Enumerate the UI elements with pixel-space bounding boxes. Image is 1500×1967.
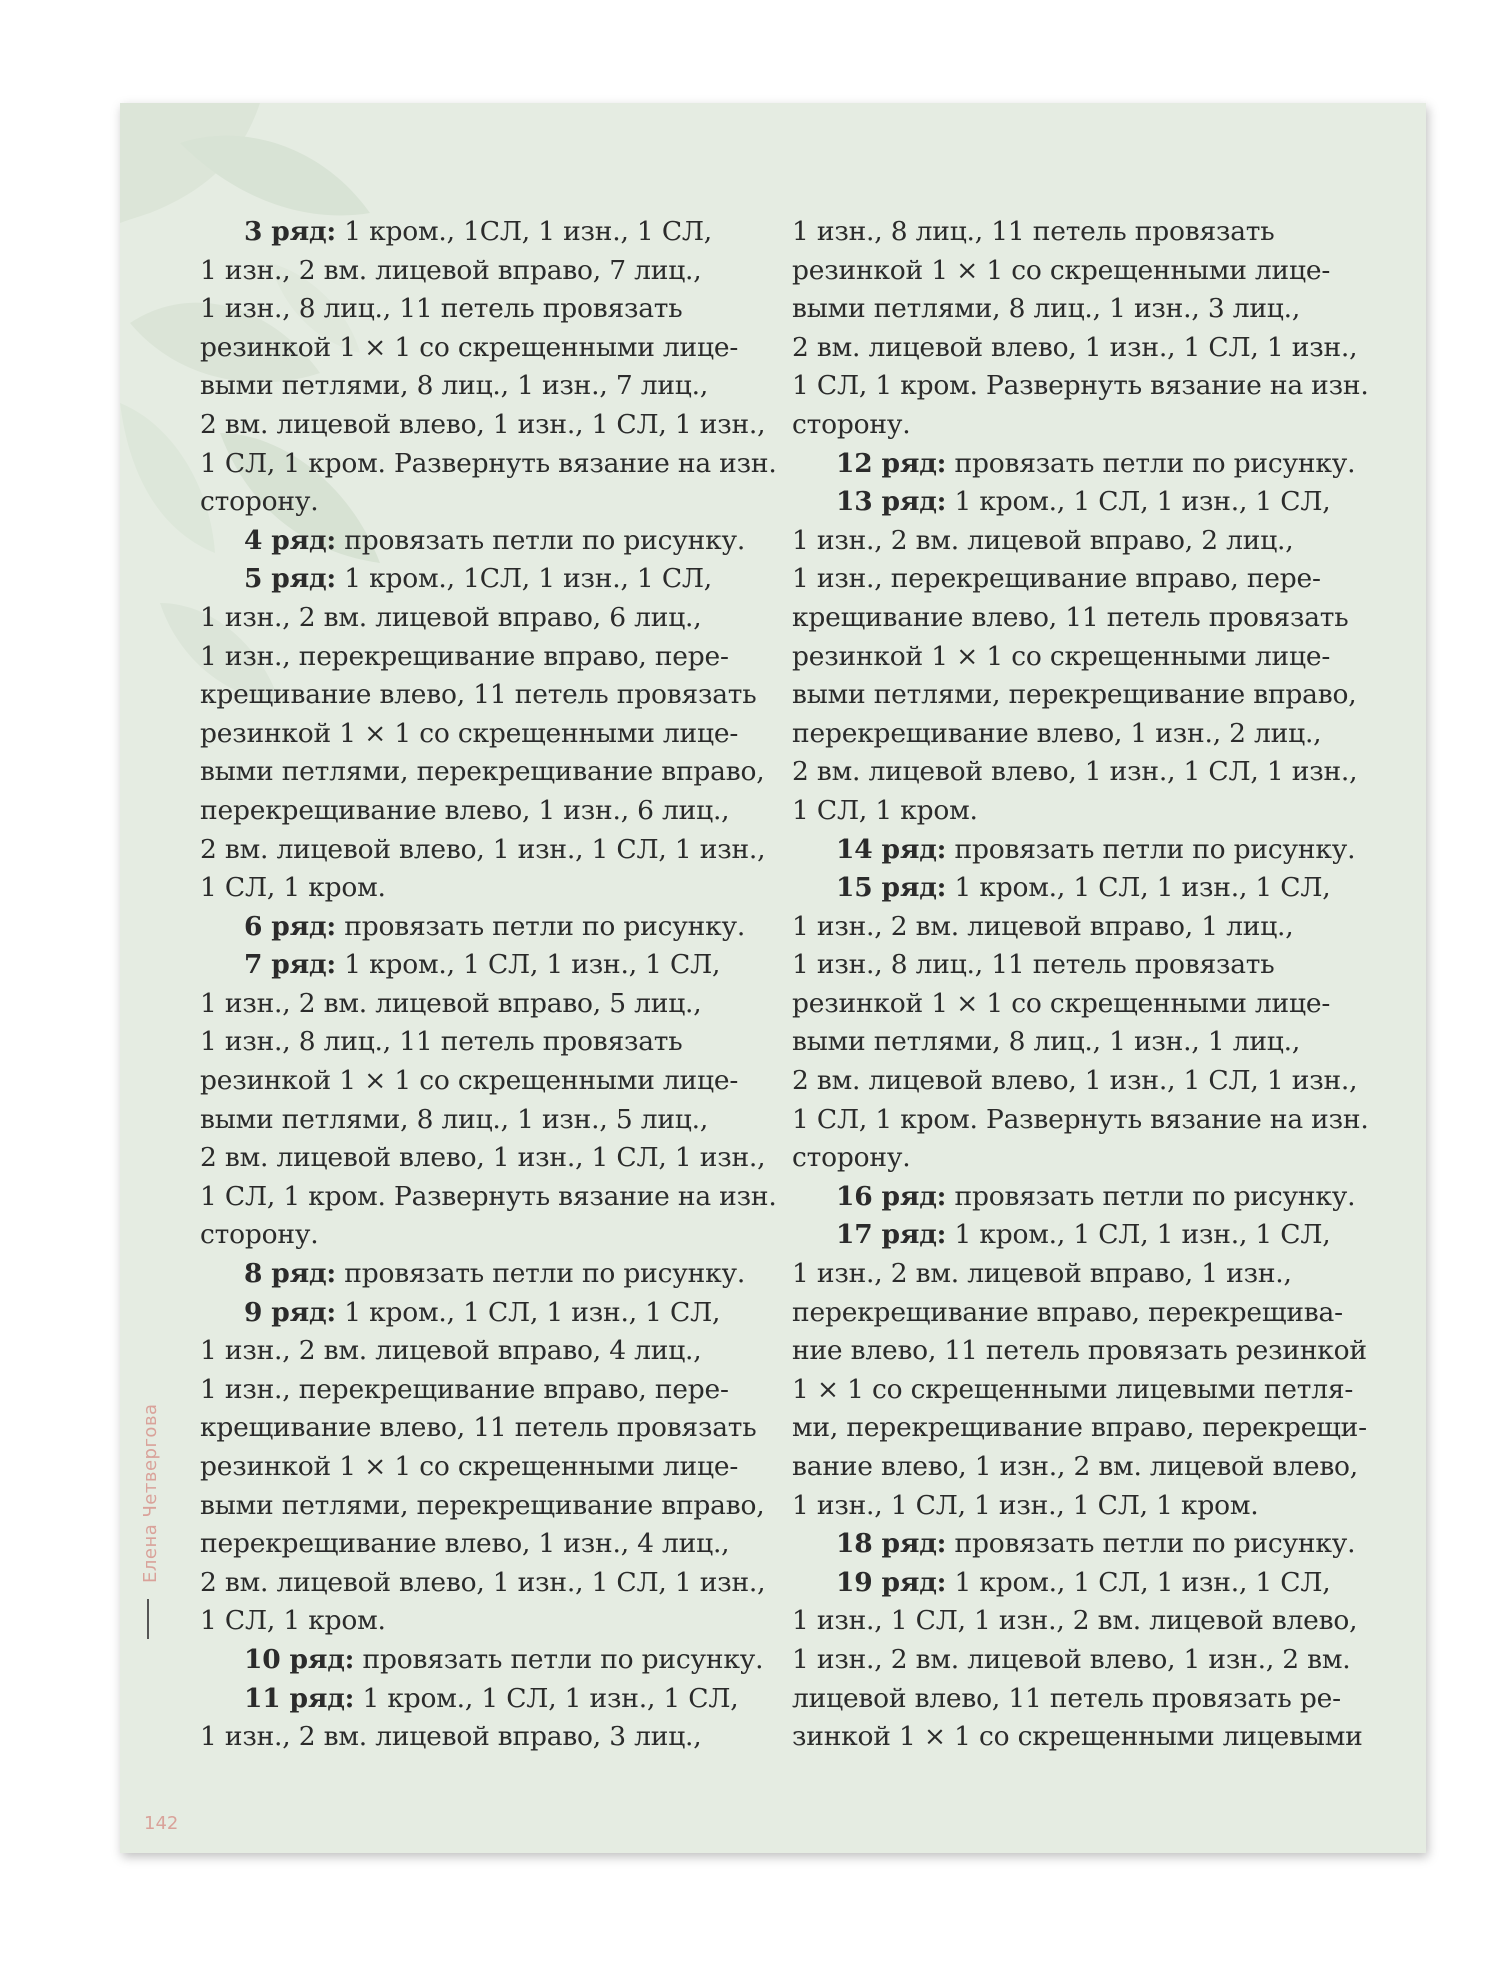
text-line — [200, 252, 760, 291]
text-line — [200, 1564, 766, 1603]
row-text: 1 изн., перекрещивание вправо, пере- — [792, 563, 1321, 595]
text-line — [200, 1448, 760, 1487]
text-line — [200, 367, 760, 406]
row-text: 1 изн., 2 вм. лицевой вправо, 1 изн., — [792, 1258, 1292, 1290]
text-line — [792, 1294, 1372, 1333]
text-line — [792, 445, 1372, 484]
row-text: 1 изн., 1 СЛ, 1 изн., 2 вм. лицевой влево, — [792, 1605, 1358, 1637]
text-line — [200, 290, 760, 329]
row-text: 1 СЛ, 1 кром. Развернуть вязание на изн. — [792, 1103, 1369, 1135]
left-text-column — [200, 213, 777, 1757]
text-line — [792, 831, 1372, 870]
text-line — [792, 985, 1372, 1024]
text-line — [200, 522, 760, 561]
row-text: 1 кром., 1 СЛ, 1 изн., 1 СЛ, — [946, 486, 1331, 518]
text-line — [792, 1178, 1372, 1217]
row-text: лицевой влево, 11 петель провязать ре- — [792, 1682, 1341, 1714]
text-line — [792, 522, 1372, 561]
text-line — [792, 715, 1372, 754]
row-text: 1 изн., 8 лиц., 11 петель провязать — [792, 949, 1275, 981]
row-label: 15 ряд: — [836, 872, 947, 904]
text-line — [792, 676, 1372, 715]
text-line — [792, 290, 1372, 329]
text-line — [792, 1409, 1372, 1448]
text-line — [792, 1332, 1372, 1371]
row-label: 7 ряд: — [244, 949, 337, 981]
row-text: 1 изн., 8 лиц., 11 петель провязать — [200, 1026, 683, 1058]
text-line — [792, 1487, 1372, 1526]
text-line — [792, 1139, 1372, 1178]
text-line — [200, 445, 777, 484]
text-line — [792, 869, 1372, 908]
text-line — [792, 252, 1372, 291]
text-line — [200, 638, 760, 677]
text-line — [792, 560, 1372, 599]
text-line — [200, 1332, 760, 1371]
text-line — [792, 1680, 1372, 1719]
row-text: 1 СЛ, 1 кром. — [792, 794, 978, 826]
row-text: перекрещивание влево, 1 изн., 6 лиц., — [200, 794, 730, 826]
row-text: 1 кром., 1 СЛ, 1 изн., 1 СЛ, — [946, 872, 1331, 904]
row-text: резинкой 1 × 1 со скрещенными лице- — [200, 1451, 739, 1482]
text-line — [200, 1101, 760, 1140]
text-line — [792, 1564, 1372, 1603]
row-text: резинкой 1 × 1 со скрещенными лице- — [792, 640, 1331, 672]
text-line — [200, 946, 760, 985]
row-label: 18 ряд: — [836, 1528, 947, 1560]
text-line — [792, 367, 1372, 406]
text-line — [792, 599, 1372, 638]
row-text: 1 кром., 1 СЛ, 1 изн., 1 СЛ, — [354, 1682, 739, 1714]
text-line — [200, 1178, 777, 1217]
row-text: крещивание влево, 11 петель провязать — [200, 679, 757, 711]
row-text: провязать петли по рисунку. — [946, 447, 1356, 479]
row-text: 1 кром., 1 СЛ, 1 изн., 1 СЛ, — [946, 1219, 1331, 1251]
text-line — [200, 1525, 760, 1564]
right-text-column — [792, 213, 1372, 1757]
text-line — [792, 1216, 1372, 1255]
row-text: 2 вм. лицевой влево, 1 изн., 1 СЛ, 1 изн., — [792, 331, 1358, 363]
row-text: сторону. — [792, 1142, 911, 1174]
row-text: 2 вм. лицевой влево, 1 изн., 1 СЛ, 1 изн., — [200, 1142, 766, 1174]
text-line — [792, 753, 1372, 792]
text-line — [200, 869, 760, 908]
margin-rule — [147, 1599, 149, 1639]
row-text: перекрещивание влево, 1 изн., 4 лиц., — [200, 1528, 730, 1560]
text-line — [200, 1294, 760, 1333]
row-text: 2 вм. лицевой влево, 1 изн., 1 СЛ, 1 изн., — [792, 756, 1358, 788]
text-line — [200, 329, 760, 368]
row-label: 5 ряд: — [244, 563, 337, 595]
row-text: сторону. — [200, 486, 319, 518]
text-line — [200, 831, 766, 870]
row-text: провязать петли по рисунку. — [946, 1528, 1356, 1560]
text-line — [200, 599, 760, 638]
text-line — [200, 213, 760, 252]
text-line — [792, 1525, 1372, 1564]
row-text: 1 СЛ, 1 кром. — [200, 872, 386, 904]
row-text: провязать петли по рисунку. — [354, 1643, 764, 1675]
row-text: сторону. — [200, 1219, 319, 1251]
row-text: 2 вм. лицевой влево, 1 изн., 1 СЛ, 1 изн., — [792, 1065, 1358, 1097]
text-line — [792, 1255, 1372, 1294]
row-text: 1 кром., 1 СЛ, 1 изн., 1 СЛ, — [336, 949, 721, 981]
row-text: 1 изн., 8 лиц., 11 петель провязать — [792, 216, 1275, 247]
row-label: 14 ряд: — [836, 833, 947, 865]
row-text: провязать петли по рисунку. — [336, 1258, 746, 1290]
row-label: 9 ряд: — [244, 1296, 337, 1328]
text-line — [792, 1023, 1372, 1062]
row-label: 13 ряд: — [836, 486, 947, 518]
text-line — [200, 985, 760, 1024]
text-line — [200, 483, 760, 522]
row-text: 1 изн., 2 вм. лицевой вправо, 2 лиц., — [792, 524, 1294, 556]
text-line — [200, 1023, 760, 1062]
row-text: 1 кром., 1СЛ, 1 изн., 1 СЛ, — [336, 563, 713, 595]
text-line — [200, 1216, 760, 1255]
row-label: 11 ряд: — [244, 1682, 355, 1714]
text-line — [792, 329, 1372, 368]
text-line — [792, 792, 1372, 831]
row-text: крещивание влево, 11 петель провязать — [200, 1412, 757, 1444]
text-line — [200, 1371, 760, 1410]
text-line — [200, 1062, 760, 1101]
row-text: выми петлями, 8 лиц., 1 изн., 5 лиц., — [200, 1103, 709, 1135]
row-text: 1 изн., 8 лиц., 11 петель провязать — [200, 293, 683, 325]
row-text: 1 изн., 2 вм. лицевой вправо, 7 лиц., — [200, 254, 702, 286]
text-line — [792, 213, 1372, 252]
row-text: 1 кром., 1 СЛ, 1 изн., 1 СЛ, — [336, 1296, 721, 1328]
row-text: выми петлями, перекрещивание вправо, — [200, 1489, 765, 1521]
row-text: сторону. — [792, 408, 911, 440]
row-label: 10 ряд: — [244, 1643, 355, 1675]
row-text: 1 изн., 2 вм. лицевой вправо, 3 лиц., — [200, 1721, 702, 1753]
row-text: 1 изн., 2 вм. лицевой влево, 1 изн., 2 вм. — [792, 1643, 1351, 1675]
text-line — [792, 638, 1372, 677]
row-text: выми петлями, 8 лиц., 1 изн., 3 лиц., — [792, 293, 1301, 325]
book-page — [120, 103, 1426, 1853]
row-text: резинкой 1 × 1 со скрещенными лице- — [792, 987, 1331, 1019]
text-line — [792, 946, 1372, 985]
row-text: перекрещивание влево, 1 изн., 2 лиц., — [792, 717, 1322, 749]
row-text: ние влево, 11 петель провязать резинкой — [792, 1335, 1367, 1367]
page-number: 142 — [144, 1813, 179, 1834]
row-label: 3 ряд: — [244, 216, 337, 247]
row-text: 1 кром., 1СЛ, 1 изн., 1 СЛ, — [336, 216, 713, 247]
row-text: резинкой 1 × 1 со скрещенными лице- — [200, 1065, 739, 1097]
text-line — [792, 406, 1372, 445]
text-line — [200, 676, 760, 715]
row-text: 1 изн., перекрещивание вправо, пере- — [200, 1373, 729, 1405]
text-line — [200, 1255, 760, 1294]
row-label: 16 ряд: — [836, 1180, 947, 1212]
row-text: 1 СЛ, 1 кром. Развернуть вязание на изн. — [200, 1180, 777, 1212]
row-text: 1 СЛ, 1 кром. — [200, 1605, 386, 1637]
row-text: выми петлями, перекрещивание вправо, — [792, 679, 1357, 711]
row-text: резинкой 1 × 1 со скрещенными лице- — [200, 331, 739, 363]
text-line — [200, 1602, 760, 1641]
row-text: резинкой 1 × 1 со скрещенными лице- — [200, 717, 739, 749]
row-text: 1 изн., 2 вм. лицевой вправо, 6 лиц., — [200, 601, 702, 633]
text-line — [792, 1101, 1372, 1140]
row-text: 2 вм. лицевой влево, 1 изн., 1 СЛ, 1 изн., — [200, 1566, 766, 1598]
text-line — [792, 1371, 1372, 1410]
row-text: 1 кром., 1 СЛ, 1 изн., 1 СЛ, — [946, 1566, 1331, 1598]
text-line — [200, 1680, 760, 1719]
row-text: перекрещивание вправо, перекрещива- — [792, 1296, 1343, 1328]
text-line — [200, 715, 760, 754]
text-line — [200, 1409, 760, 1448]
row-text: зинкой 1 × 1 со скрещенными лицевыми — [792, 1721, 1363, 1753]
row-text: 1 изн., 1 СЛ, 1 изн., 1 СЛ, 1 кром. — [792, 1489, 1259, 1521]
row-label: 4 ряд: — [244, 524, 337, 556]
row-text: вание влево, 1 изн., 2 вм. лицевой влево, — [792, 1451, 1359, 1482]
row-label: 12 ряд: — [836, 447, 947, 479]
text-line — [792, 483, 1372, 522]
row-text: крещивание влево, 11 петель провязать — [792, 601, 1349, 633]
author-name-text: Елена Четвергова — [140, 1403, 161, 1583]
text-line — [200, 792, 760, 831]
text-line — [200, 753, 765, 792]
text-line — [792, 1641, 1372, 1680]
row-label: 19 ряд: — [836, 1566, 947, 1598]
text-line — [792, 1448, 1372, 1487]
row-text: 1 изн., 2 вм. лицевой вправо, 5 лиц., — [200, 987, 702, 1019]
row-text: резинкой 1 × 1 со скрещенными лице- — [792, 254, 1331, 286]
text-line — [792, 1602, 1372, 1641]
row-text: 2 вм. лицевой влево, 1 изн., 1 СЛ, 1 изн., — [200, 408, 766, 440]
text-line — [792, 1718, 1372, 1757]
row-text: 1 изн., 2 вм. лицевой вправо, 1 лиц., — [792, 910, 1294, 942]
row-text: выми петлями, перекрещивание вправо, — [200, 756, 765, 788]
text-line — [200, 908, 760, 947]
row-text: провязать петли по рисунку. — [336, 910, 746, 942]
row-text: выми петлями, 8 лиц., 1 изн., 1 лиц., — [792, 1026, 1301, 1058]
row-text: 2 вм. лицевой влево, 1 изн., 1 СЛ, 1 изн., — [200, 833, 766, 865]
text-line — [792, 1062, 1372, 1101]
row-text: 1 СЛ, 1 кром. Развернуть вязание на изн. — [792, 370, 1369, 402]
row-text: 1 изн., 2 вм. лицевой вправо, 4 лиц., — [200, 1335, 702, 1367]
text-line — [200, 1718, 760, 1757]
text-line — [792, 908, 1372, 947]
text-line — [200, 406, 766, 445]
text-line — [200, 1487, 765, 1526]
row-text: провязать петли по рисунку. — [336, 524, 746, 556]
text-line — [200, 560, 760, 599]
row-label: 17 ряд: — [836, 1219, 947, 1251]
text-line — [200, 1641, 764, 1680]
row-text: ми, перекрещивание вправо, перекрещи- — [792, 1412, 1367, 1444]
row-text: 1 СЛ, 1 кром. Развернуть вязание на изн. — [200, 447, 777, 479]
row-text: выми петлями, 8 лиц., 1 изн., 7 лиц., — [200, 370, 709, 402]
row-text: 1 изн., перекрещивание вправо, пере- — [200, 640, 729, 672]
text-line — [200, 1139, 766, 1178]
row-label: 8 ряд: — [244, 1258, 337, 1290]
row-label: 6 ряд: — [244, 910, 337, 942]
row-text: провязать петли по рисунку. — [946, 833, 1356, 865]
row-text: 1 × 1 со скрещенными лицевыми петля- — [792, 1373, 1354, 1405]
row-text: провязать петли по рисунку. — [946, 1180, 1356, 1212]
